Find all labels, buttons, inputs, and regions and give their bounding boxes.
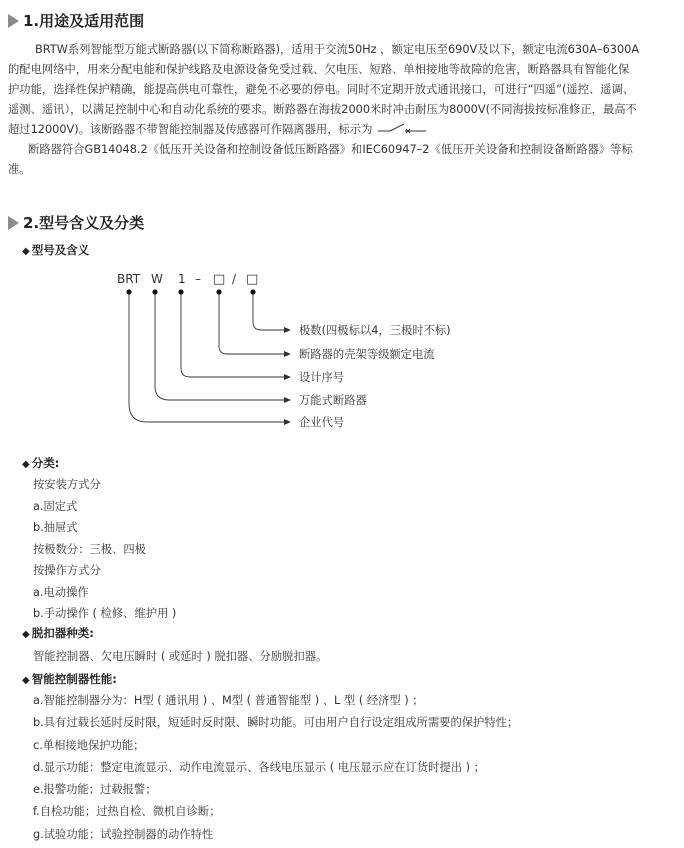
diamond-bullet-icon: ◆ <box>22 246 30 257</box>
list-item: a.电动操作 <box>33 585 89 599</box>
dot-w <box>152 289 157 294</box>
connector-poles <box>253 294 284 330</box>
list-item: f.自检功能；过热自检、微机自诊断； <box>33 805 221 819</box>
model-code-dash: – <box>195 272 201 286</box>
section-1-title: 1.用途及适用范围 <box>8 10 144 31</box>
model-code-slash: / <box>232 272 237 286</box>
model-heading: ◆ 型号及含义 <box>22 243 90 257</box>
list-item: c.单相接地保护功能； <box>33 738 145 752</box>
section-1-body <box>8 40 678 180</box>
arrow-icon <box>284 351 291 357</box>
controller-heading: ◆ 智能控制器性能: <box>22 672 117 686</box>
dot-box-1 <box>216 289 221 294</box>
classification-heading: ◆ 分类: <box>22 456 60 470</box>
list-item: 按操作方式分 <box>33 564 101 577</box>
trip-heading: ◆ 脱扣器种类: <box>22 626 94 640</box>
diamond-bullet-icon: ◆ <box>22 629 30 640</box>
para-1-line-5: 超过12000V)。该断路器不带智能控制器及传感器可作隔离器用，标示为 <box>8 120 678 140</box>
para-2-line-2: 准。 <box>8 163 31 176</box>
trip-text: 智能控制器、欠电压瞬时 ( 或延时 ) 脱扣器、分励脱扣器。 <box>33 650 328 663</box>
list-item: 按极数分：三极、四极 <box>33 542 146 556</box>
para-1-line-4: 遥测、遥讯），以满足控制中心和自动化系统的要求。断路器在海拔2000米时冲击耐压为8000V(不同海拔按标准修正，最高不 <box>8 103 637 116</box>
para-1-line-3: 护功能，选择性保护精确，能提高供电可靠性，避免不必要的停电。同时不定期开放式通讯接口，可进行“四遥”(遥控、遥调、 <box>8 83 635 96</box>
list-item: g.试验功能；试验控制器的动作特性 <box>33 827 214 841</box>
model-code-connectors <box>129 294 284 422</box>
list-item: b.具有过载长延时反时限，短延时反时限、瞬时功能。可由用户自行设定组成所需要的保护特性； <box>33 716 519 730</box>
connector-company <box>129 294 284 422</box>
para-1-line-2: 的配电网络中，用来分配电能和保护线路及电源设备免受过载、欠电压、短路、单相接地等故障的危害，断路器具有智能化保 <box>8 63 630 76</box>
model-code-1: 1 <box>178 272 186 286</box>
isolator-symbol-icon <box>372 121 430 135</box>
diamond-bullet-icon: ◆ <box>22 675 30 686</box>
model-code-diagram <box>0 260 684 440</box>
connector-design-no <box>181 294 284 377</box>
list-item: a.固定式 <box>33 499 78 513</box>
diamond-bullet-icon: ◆ <box>22 459 30 470</box>
controller-list <box>33 690 518 846</box>
model-label-poles: 极数(四极标以4，三极时不标) <box>299 324 451 337</box>
list-item: b.手动操作 ( 检修、维护用 ) <box>33 607 177 620</box>
connector-frame-current <box>219 294 284 354</box>
model-code-box-1: □ <box>213 272 226 287</box>
list-item: d.显示功能：整定电流显示、动作电流显示、各线电压显示 ( 电压显示应在订货时提出 ) ； <box>33 760 485 774</box>
dot-box-2 <box>250 289 255 294</box>
model-code-w: W <box>151 272 163 286</box>
model-label-design-no: 设计序号 <box>299 371 345 384</box>
list-item: b.抽屉式 <box>33 521 78 534</box>
model-label-universal: 万能式断路器 <box>299 394 367 407</box>
section-2-title: 2.型号含义及分类 <box>8 212 144 233</box>
model-code-brt: BRT <box>117 272 141 286</box>
dot-1 <box>178 289 183 294</box>
para-1-line-1: BRTW系列智能型万能式断路器(以下简称断路器)，适用于交流50Hz ，额定电压至690V及以下，额定电流630A–6300A <box>35 43 640 56</box>
list-item: e.报警功能；过载报警； <box>33 783 157 797</box>
list-item: a.智能控制器分为：H型 ( 通讯用 ) 、M型 ( 普通智能型 ) 、L 型 ( 经济型 ) ； <box>33 694 424 707</box>
arrow-icon <box>284 327 291 333</box>
para-2-line-1: 断路器符合GB14048.2《低压开关设备和控制设备低压断路器》和IEC60947–2《低压开关设备和控制设备断路器》等标 <box>28 143 633 156</box>
arrow-icon <box>284 397 291 403</box>
classification-list <box>33 474 176 625</box>
connector-universal <box>155 294 284 400</box>
dot-brt <box>126 289 131 294</box>
model-label-company: 企业代号 <box>299 416 345 429</box>
arrow-icon <box>284 419 291 425</box>
model-code-arrowheads <box>284 327 291 425</box>
model-code-dots <box>126 289 255 294</box>
model-label-frame-current: 断路器的壳架等级额定电流 <box>299 348 435 361</box>
arrow-icon <box>284 374 291 380</box>
triangle-bullet-icon <box>8 216 19 230</box>
triangle-bullet-icon <box>8 14 19 28</box>
model-code-box-2: □ <box>246 272 259 287</box>
list-item: 按安装方式分 <box>33 478 101 491</box>
